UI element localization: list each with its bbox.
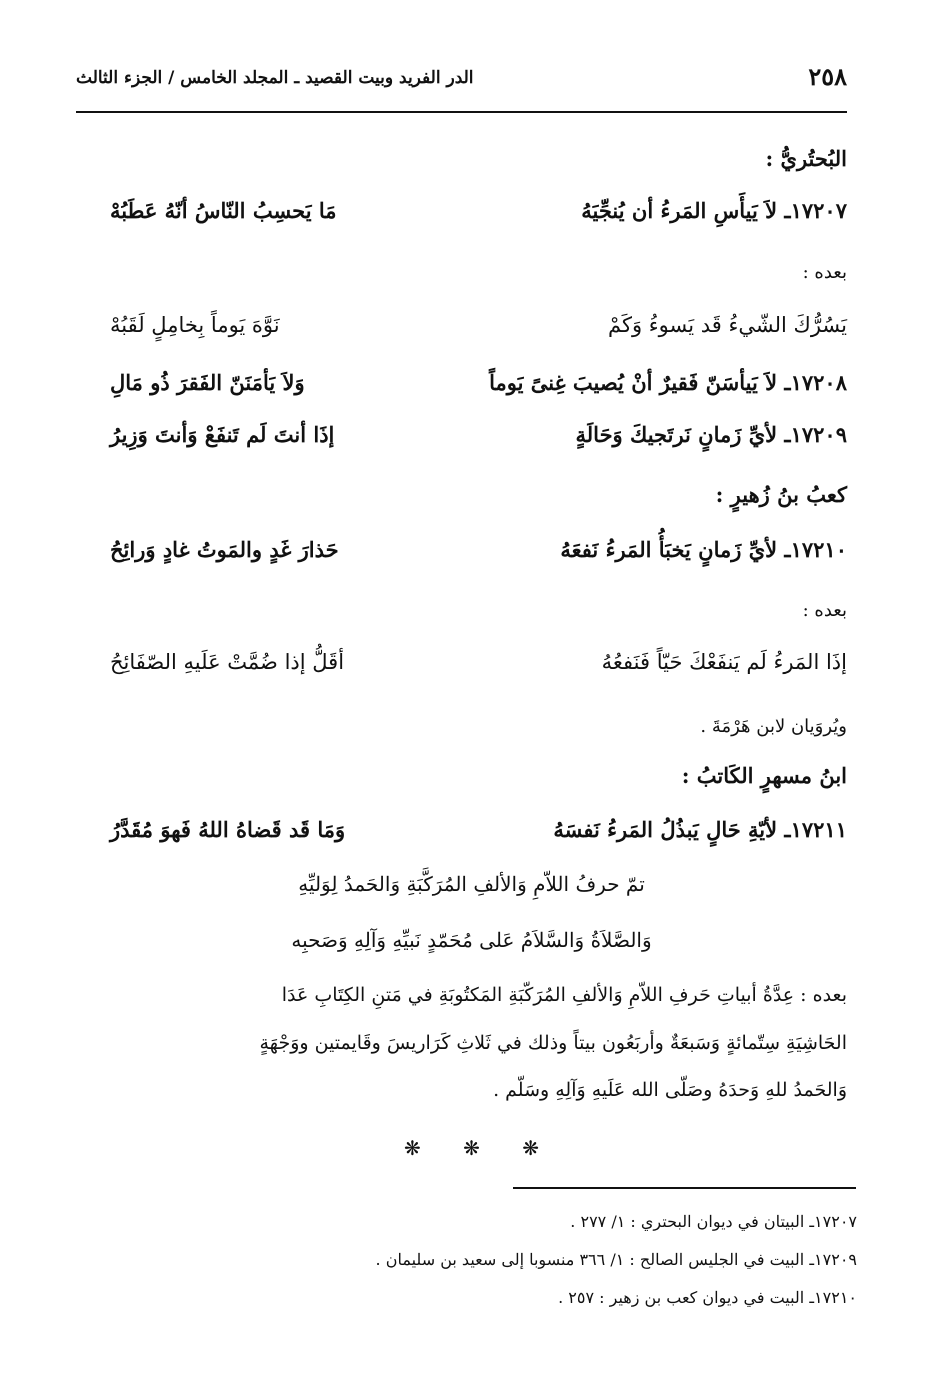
- verse-line: [110, 650, 847, 690]
- section-separator: [0, 1136, 943, 1160]
- poet-heading: ابنُ مسهرٍ الكَاتبُ :: [681, 763, 847, 788]
- verse-line: [110, 817, 847, 857]
- verse-first-hemistich: ١٧٢١١ـ لأيّةِ حَالٍ يَبذُلُ المَرءُ نَفسَهُ: [553, 817, 847, 842]
- header-rule: [76, 111, 847, 113]
- closing-paragraph-line: وَالحَمدُ للهِ وَحدَهُ وصَلّى الله عَلَيهِ وَآلِهِ وسَلّم .: [493, 1079, 847, 1101]
- verse-second-hemistich: حَذارَ غَدٍ والمَوتُ غادٍ وَرائِحُ: [110, 537, 339, 562]
- note-line: ويُروَيان لابن هَرْمَةَ .: [700, 716, 847, 737]
- running-title: الدر الفريد وبيت القصيد ـ المجلد الخامس / الجزء الثالث: [76, 68, 474, 88]
- footnote: ١٧٢٠٧ـ البيتان في ديوان البحتري : ١/ ٢٧٧ .: [570, 1212, 857, 1231]
- verse-line: [110, 422, 847, 462]
- verse-second-hemistich: نَوَّهَ يَوماً بِخامِلٍ لَقَبُهْ: [110, 313, 280, 337]
- verse-first-hemistich: إذَا المَرءُ لَم يَنفَعْكَ حَيّاً فَنَفعُهُ: [601, 650, 847, 674]
- verse-line: [110, 313, 847, 353]
- verse-second-hemistich: أقَلُّ إذا ضُمَّتْ عَلَيهِ الصّفَائِحُ: [110, 650, 345, 674]
- page-number: ٢٥٨: [808, 62, 847, 91]
- asterism-icon: ❋: [463, 1136, 480, 1160]
- footnote: ١٧٢٠٩ـ البيت في الجليس الصالح : ١/ ٣٦٦ منسوبا إلى سعيد بن سليمان .: [375, 1250, 857, 1269]
- verse-second-hemistich: إذَا أنتَ لَم تَنفَعْ وَأنتَ وَزِيرُ: [110, 422, 335, 447]
- verse-second-hemistich: مَا يَحسِبُ النّاسُ أنّهُ عَطَبُهْ: [110, 198, 337, 223]
- verse-line: [110, 537, 847, 577]
- colophon-line: تمّ حرفُ اللاّمِ وَالألفِ المُرَكَّبَةِ وَالحَمدُ لِوَليِّهِ: [298, 872, 645, 896]
- verse-first-hemistich: يَسُرُّكَ الشّيءُ قَد يَسوءُ وَكَمْ: [608, 313, 847, 337]
- asterism-icon: ❋: [403, 1136, 421, 1160]
- footnote-rule: [513, 1187, 856, 1189]
- verse-line: [110, 198, 847, 238]
- verse-first-hemistich: ١٧٢١٠ـ لأيِّ زَمانٍ يَخبَأُ المَرءُ نَفعَهُ: [560, 537, 847, 562]
- note-line: بعده :: [802, 600, 847, 621]
- colophon-line: وَالصَّلاَةُ وَالسَّلاَمُ عَلى مُحَمّدٍ نَبيِّهِ وَآلِهِ وَصَحبِه: [291, 928, 652, 952]
- closing-paragraph-line: بعده : عِدَّةُ أبياتِ حَرفِ اللاّمِ وَالألفِ المُرَكّبَةِ المَكتُوبَةِ في مَتنِ الكِتَابِ عَدَا: [281, 984, 847, 1006]
- note-line: بعده :: [802, 262, 847, 283]
- poet-heading: البُحتُريُّ :: [765, 146, 847, 171]
- verse-line: [110, 370, 847, 410]
- verse-first-hemistich: ١٧٢٠٧ـ لاَ يَيأَسِ المَرءُ أن يُنجِّيَهُ: [581, 198, 847, 223]
- verse-first-hemistich: ١٧٢٠٨ـ لاَ يَيأسَنّ فَقيرٌ أنْ يُصيبَ غِنىً يَوماً: [489, 370, 847, 395]
- poet-heading: كعبُ بنُ زُهيرٍ :: [715, 482, 847, 507]
- closing-paragraph-line: الحَاشِيَةِ سِتّمائةٍ وَسَبعَةٌ وأربَعُون بيتاً وذلك في ثَلاثِ كَرَاريسَ وقَايمتين ووَجْهَةٍ: [259, 1032, 847, 1054]
- page-header: [76, 62, 847, 102]
- verse-second-hemistich: وَمَا قَد قَضاهُ اللهُ فَهوَ مُقَدَّرُ: [110, 817, 346, 842]
- verse-first-hemistich: ١٧٢٠٩ـ لأيِّ زَمانٍ نَرتَجيكَ وَحَالَةٍ: [575, 422, 847, 447]
- asterism-icon: ❋: [522, 1136, 539, 1160]
- verse-second-hemistich: وَلاَ يَأمَنَنّ الفَقرَ ذُو مَالِ: [110, 370, 305, 395]
- footnote: ١٧٢١٠ـ البيت في ديوان كعب بن زهير : ٢٥٧ .: [558, 1288, 857, 1307]
